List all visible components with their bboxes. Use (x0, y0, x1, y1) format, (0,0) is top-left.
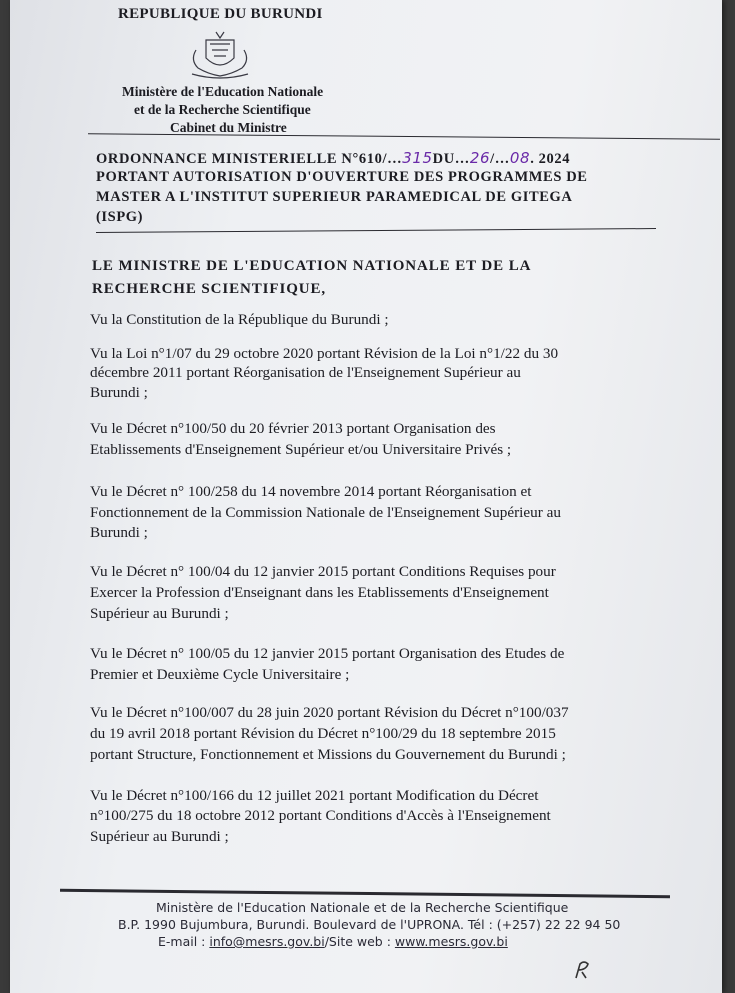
header-rule (88, 133, 720, 140)
recital-7-line-1: Vu le Décret n°100/007 du 28 juin 2020 portant Révision du Décret n°100/037 (90, 704, 569, 721)
ordinance-title-line-3: MASTER A L'INSTITUT SUPERIEUR PARAMEDICAL DE GITEGA (96, 189, 573, 205)
document-page (10, 0, 722, 993)
coat-of-arms-emblem (186, 30, 254, 80)
email-label: E-mail : (158, 934, 210, 949)
recital-6-line-1: Vu le Décret n° 100/05 du 12 janvier 2015 portant Organisation des Etudes de (90, 645, 565, 662)
footer-line-1: Ministère de l'Education Nationale et de la Recherche Scientifique (156, 900, 569, 915)
ordinance-title-line-1 (96, 149, 570, 168)
recital-8-line-3: Supérieur au Burundi ; (90, 828, 229, 845)
recital-7-line-3: portant Structure, Fonctionnement et Missions du Gouvernement du Burundi ; (90, 746, 566, 763)
recital-7-line-2: du 19 avril 2018 portant Révision du Décret n°100/29 du 18 septembre 2015 (90, 725, 556, 742)
recital-1-line-1: Vu la Constitution de la République du Burundi ; (90, 311, 389, 328)
recital-3-line-1: Vu le Décret n°100/50 du 20 février 2013 portant Organisation des (90, 420, 496, 437)
recital-5-line-3: Supérieur au Burundi ; (90, 605, 229, 622)
ministry-line-3: Cabinet du Ministre (170, 120, 287, 135)
title-year: . 2024 (530, 151, 571, 167)
recital-8-line-2: n°100/275 du 18 octobre 2012 portant Conditions d'Accès à l'Enseignement (90, 807, 551, 824)
footer-line-2: B.P. 1990 Bujumbura, Burundi. Boulevard de l'UPRONA. Tél : (+257) 22 22 94 50 (118, 917, 621, 932)
recital-2-line-2: décembre 2011 portant Réorganisation de l'Enseignement Supérieur au (90, 364, 521, 381)
minister-heading-line-1: LE MINISTRE DE L'EDUCATION NATIONALE ET DE LA (92, 258, 532, 274)
republic-heading: REPUBLIQUE DU BURUNDI (118, 6, 323, 22)
ordinance-title-line-4: (ISPG) (96, 209, 144, 225)
recital-4-line-1: Vu le Décret n° 100/258 du 14 novembre 2014 portant Réorganisation et (90, 483, 532, 500)
ordinance-title-line-2: PORTANT AUTORISATION D'OUVERTURE DES PROGRAMMES DE (96, 169, 588, 185)
recital-6-line-2: Premier et Deuxième Cycle Universitaire ; (90, 666, 350, 683)
title-sep: /… (490, 151, 510, 167)
ministry-line-2: et de la Recherche Scientifique (134, 102, 311, 117)
handwritten-month: 08 (509, 149, 531, 167)
handwritten-number: 315 (402, 149, 433, 167)
ministry-line-1: Ministère de l'Education Nationale (122, 84, 324, 99)
recital-2-line-1: Vu la Loi n°1/07 du 29 octobre 2020 portant Révision de la Loi n°1/22 du 30 (90, 345, 559, 362)
recital-2-line-3: Burundi ; (90, 384, 148, 401)
title-prefix: ORDONNANCE MINISTERIELLE N°610/… (96, 151, 403, 167)
recital-3-line-2: Etablissements d'Enseignement Supérieur et/ou Universitaire Privés ; (90, 441, 512, 458)
handwritten-day: 26 (469, 149, 491, 167)
recital-5-line-1: Vu le Décret n° 100/04 du 12 janvier 2015 portant Conditions Requises pour (90, 563, 556, 580)
footer-rule (60, 889, 670, 898)
recital-4-line-2: Fonctionnement de la Commission Nationale de l'Enseignement Supérieur au (90, 504, 561, 521)
recital-4-line-3: Burundi ; (90, 524, 148, 541)
footer-line-3 (158, 934, 508, 949)
recital-5-line-2: Exercer la Profession d'Enseignant dans les Etablissements d'Enseignement (90, 584, 549, 601)
title-rule (96, 228, 656, 233)
title-du: DU… (432, 151, 470, 167)
minister-heading-line-2: RECHERCHE SCIENTIFIQUE, (92, 281, 327, 297)
website-link[interactable]: www.mesrs.gov.bi (394, 934, 508, 949)
web-label: /Site web : (324, 934, 395, 949)
initials-mark (572, 958, 596, 982)
email-link[interactable]: info@mesrs.gov.bi (209, 934, 325, 949)
recital-8-line-1: Vu le Décret n°100/166 du 12 juillet 2021 portant Modification du Décret (90, 787, 539, 804)
